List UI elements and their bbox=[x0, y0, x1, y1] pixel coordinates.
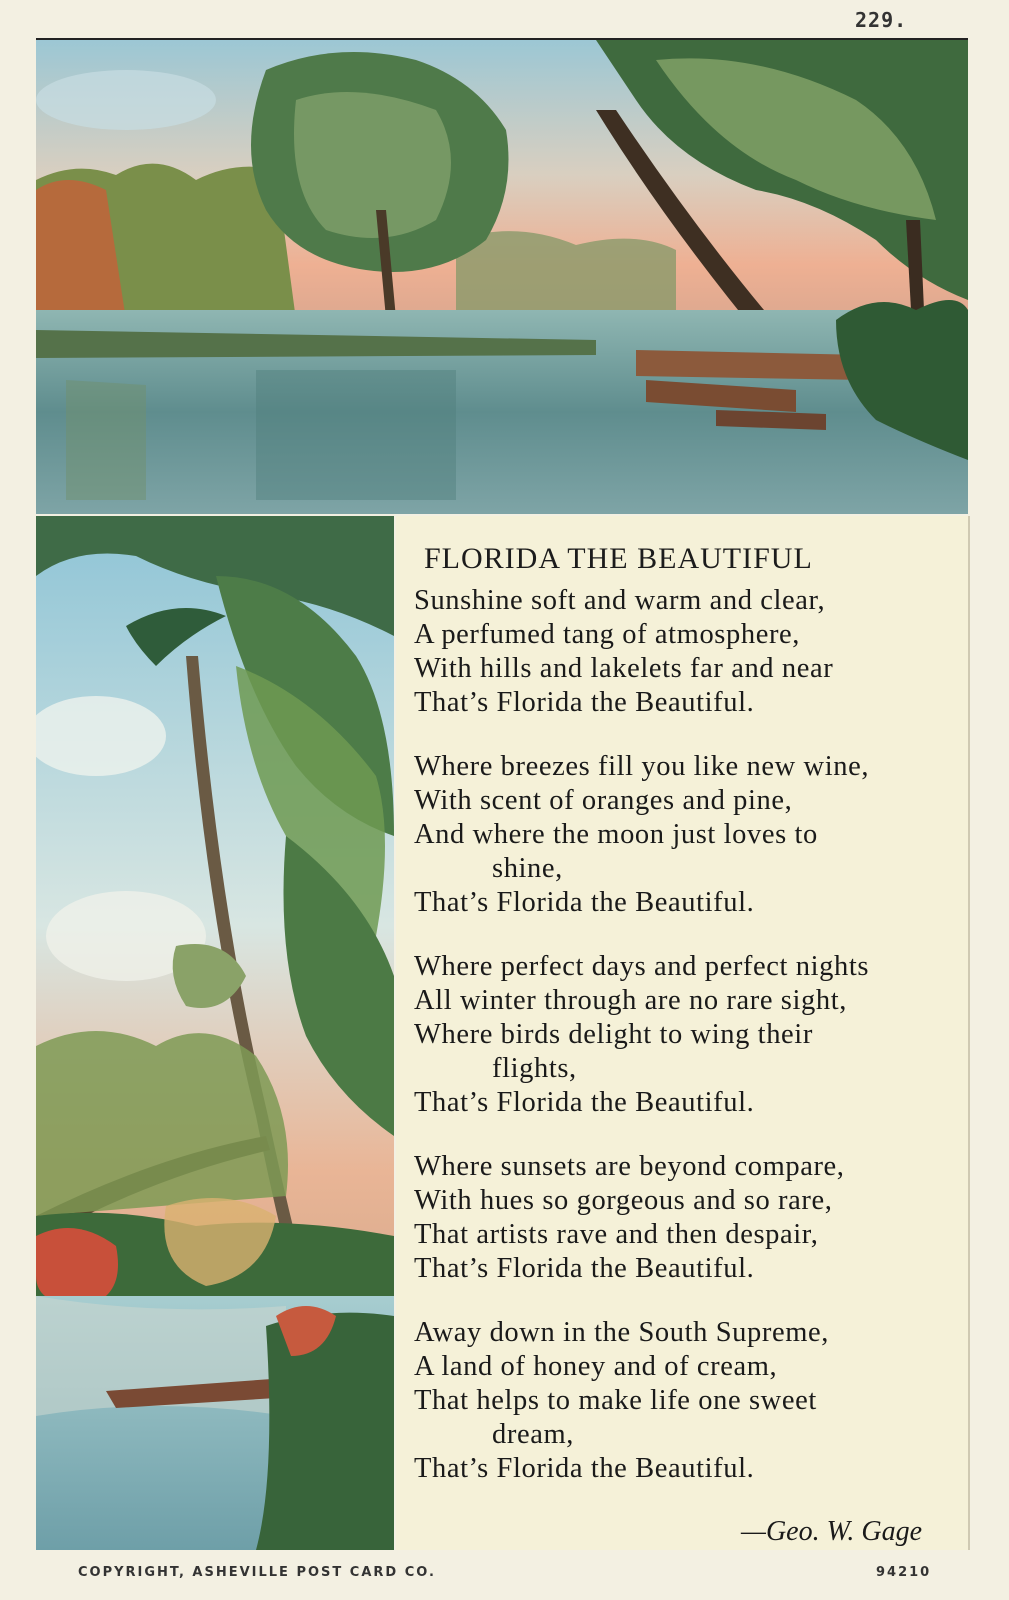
poem-line: That’s Florida the Beautiful. bbox=[414, 887, 755, 918]
copyright-notice: COPYRIGHT, ASHEVILLE POST CARD CO. bbox=[78, 1565, 436, 1580]
stanza bbox=[414, 1316, 966, 1486]
poem-author: —Geo. W. Gage bbox=[741, 1516, 922, 1547]
stanza bbox=[414, 584, 966, 720]
poem-line: Sunshine soft and warm and clear, bbox=[414, 585, 826, 616]
poem-line: A perfumed tang of atmosphere, bbox=[414, 619, 801, 650]
poem-line: Where sunsets are beyond compare, bbox=[414, 1151, 845, 1182]
poem-panel bbox=[396, 516, 970, 1550]
poem-line: dream, bbox=[492, 1419, 574, 1450]
poem-line: That’s Florida the Beautiful. bbox=[414, 1453, 755, 1484]
poem-line: All winter through are no rare sight, bbox=[414, 985, 847, 1016]
poem-line: flights, bbox=[492, 1053, 577, 1084]
poem-line: Where perfect days and perfect nights bbox=[414, 951, 870, 982]
stanza bbox=[414, 950, 966, 1120]
poem-line: Where birds delight to wing their bbox=[414, 1019, 813, 1050]
side-landscape-photo bbox=[36, 516, 394, 1550]
poem-line: shine, bbox=[492, 853, 563, 884]
poem-line: That helps to make life one sweet bbox=[414, 1385, 817, 1416]
poem-line: That’s Florida the Beautiful. bbox=[414, 1087, 755, 1118]
poem-title: FLORIDA THE BEAUTIFUL bbox=[424, 542, 813, 575]
poem-line: With hills and lakelets far and near bbox=[414, 653, 834, 684]
poem-line: Where breezes fill you like new wine, bbox=[414, 751, 870, 782]
top-landscape-photo bbox=[36, 38, 968, 514]
page-number: 229. bbox=[855, 8, 908, 32]
catalog-number: 94210 bbox=[876, 1565, 932, 1580]
poem-line: And where the moon just loves to bbox=[414, 819, 818, 850]
poem-line: With hues so gorgeous and so rare, bbox=[414, 1185, 833, 1216]
poem-line: That artists rave and then despair, bbox=[414, 1219, 819, 1250]
stanza bbox=[414, 1150, 966, 1286]
poem-line: Away down in the South Supreme, bbox=[414, 1317, 829, 1348]
poem-line: A land of honey and of cream, bbox=[414, 1351, 778, 1382]
poem-line: That’s Florida the Beautiful. bbox=[414, 687, 755, 718]
poem-line: That’s Florida the Beautiful. bbox=[414, 1253, 755, 1284]
stanza bbox=[414, 750, 966, 920]
poem-line: With scent of oranges and pine, bbox=[414, 785, 793, 816]
